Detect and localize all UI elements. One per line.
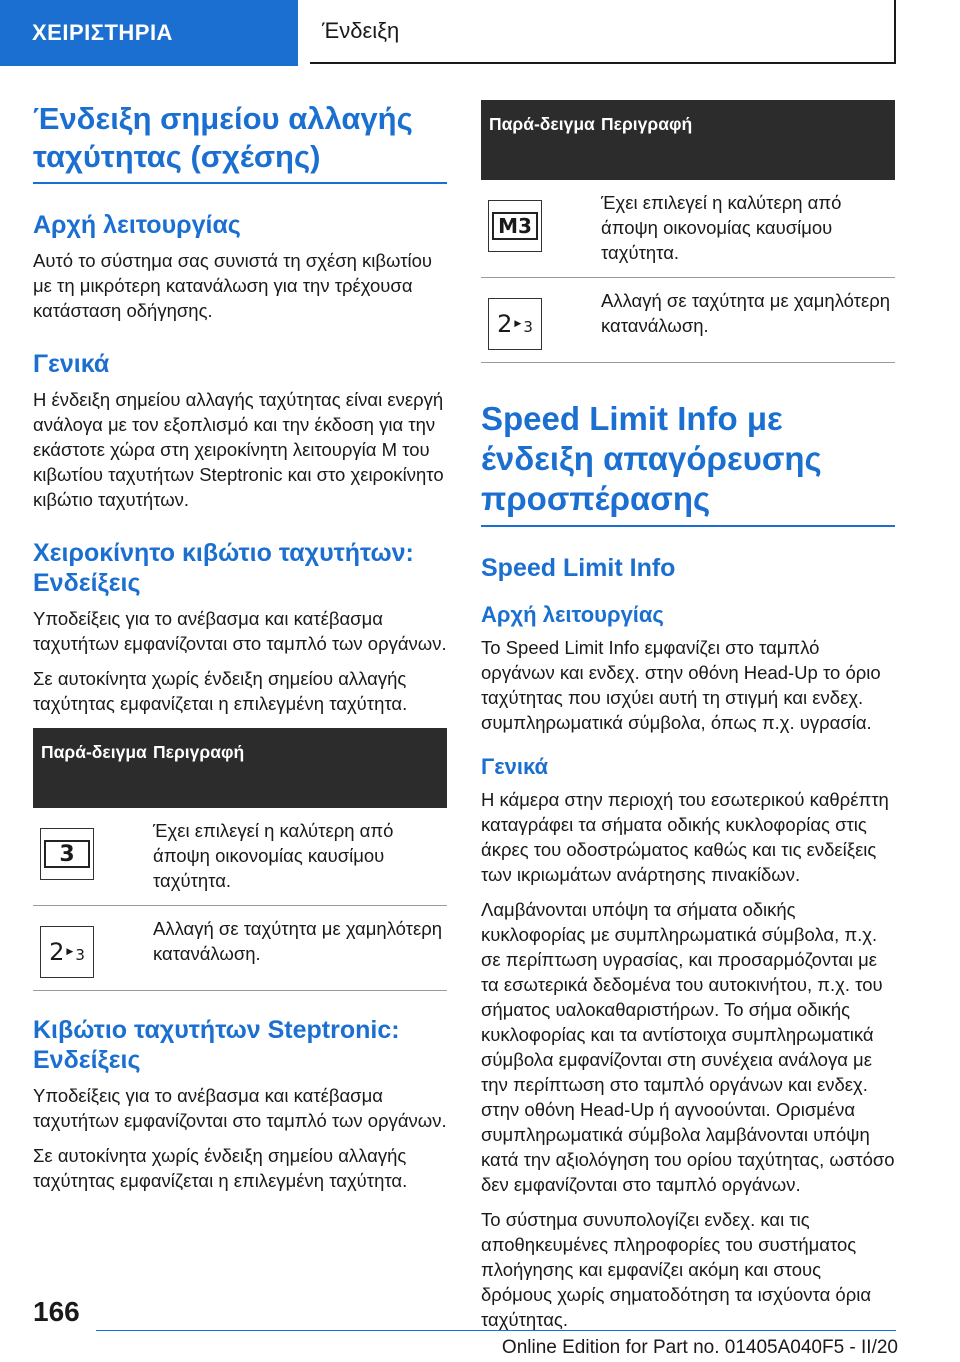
manual-gearbox-heading: Χειροκίνητο κιβώτιο ταχυτήτων: Ενδείξεις [33,539,414,597]
table-header [481,100,895,180]
general-heading: Γενικά [33,350,110,378]
column-header-description: Περιγραφή [601,114,693,134]
footer-divider [96,1330,896,1331]
footer-edition: Online Edition for Part no. 01405A040F5 - II/20 [501,1337,898,1358]
column-header-example: Παρά-δειγμα [489,114,595,134]
table-row [481,278,895,363]
table-row [481,180,895,278]
steptronic-heading: Κιβώτιο ταχυτήτων Steptronic: Ενδείξεις [33,1016,400,1074]
section-tab[interactable]: ΧΕΙΡΙΣΤΗΡΙΑ [0,0,298,66]
column-header-description: Περιγραφή [153,742,245,762]
general-text: Η κάμερα στην περιοχή του εσωτερικού καθρέπτη καταγράφει τα σήματα οδικής κυκλοφορίας στις άκρες του οδοστρώματος καθώς και τις ενδείξεις των ικριωμάτων ανάρτησης πινακίδων. [481,789,889,885]
arrow-right-icon: ▶ [66,947,74,957]
arrow-right-icon: ▶ [514,319,522,329]
general-text: Λαμβάνονται υπόψη τα σήματα οδικής κυκλοφορίας με συμπληρωματικά σύμβολα, π.χ. σε περίπτωση υγρασίας, και προσαρμόζονται με τα εσωτερικά δεδομένα του αυτοκινήτου, π.χ. του σήματος υαλοκαθαριστήρων. Το σήμα οδικής κυκλοφορίας και τα αντίστοιχα συμπληρωματικά σύμβολα εμφανίζονται στη συνέχεια ανάλογα με την περίπτωση στο ταμπλό οργάνων και ενδεχ. στην οθόνη Head-Up ή αγνοούνται. Ορισμένα συμπληρωματικά σύμβολα λαμβάνονται υπόψη κατά την αξιολόγηση του ορίου ταχύτητας, ωστόσο δεν εμφανίζονται στο ταμπλό οργάνων. [481,899,895,1195]
gear-shift-icon: 2 ▶ 3 [40,926,94,978]
steptronic-text: Υποδείξεις για το ανέβασμα και κατέβασμα ταχυτήτων εμφανίζονται στο ταμπλό των οργάνων. [33,1085,447,1131]
principle-heading: Αρχή λειτουργίας [481,602,664,627]
gear-table-steptronic [481,100,895,363]
table-row [33,906,447,991]
manual-gearbox-text: Σε αυτοκίνητα χωρίς ένδειξη σημείου αλλαγής ταχύτητας εμφανίζεται η επιλεγμένη ταχύτητα. [33,668,408,714]
gear-table-manual [33,728,447,991]
right-column [481,100,895,1342]
row-description: Έχει επιλεγεί η καλύτερη από άποψη οικονομίας καυσίμου ταχύτητα. [601,192,842,263]
row-description: Αλλαγή σε ταχύτητα με χαμηλότερη κατανάλωση. [153,918,443,964]
principle-text: Το Speed Limit Info εμφανίζει στο ταμπλό οργάνων και ενδεχ. στην οθόνη Head-Up το όριο ταχύτητας που ισχύει αυτή τη στιγμή και ενδεχ. συμπληρωματικά σύμβολα, όπως π.χ. υγρασία. [481,637,881,733]
table-header [33,728,447,808]
manual-gearbox-text: Υποδείξεις για το ανέβασμα και κατέβασμα ταχυτήτων εμφανίζονται στο ταμπλό των οργάνων. [33,608,447,654]
general-heading: Γενικά [481,754,549,779]
gear-shift-icon: 2 ▶ 3 [488,298,542,350]
gear-indicator-icon: 3 [40,828,94,880]
table-row [33,808,447,906]
row-description: Έχει επιλεγεί η καλύτερη από άποψη οικονομίας καυσίμου ταχύτητα. [153,820,394,891]
section-title: Ένδειξη σημείου αλλαγής ταχύτητας (σχέσης) [33,100,447,184]
page-number: 166 [33,1296,80,1327]
row-description: Αλλαγή σε ταχύτητα με χαμηλότερη κατανάλωση. [601,290,891,336]
general-text: Η ένδειξη σημείου αλλαγής ταχύτητας είναι ενεργή ανάλογα με τον εξοπλισμό και την έκδοση για την εκάστοτε χώρα στη χειροκίνητη λειτουργία M του κιβωτίου ταχυτήτων Steptronic και στο χειροκίνητο κιβώτιο ταχυτήτων. [33,389,444,510]
left-column [33,100,447,1203]
principle-heading: Αρχή λειτουργίας [33,211,241,239]
section-title: Speed Limit Info με ένδειξη απαγόρευσης προσπέρασης [481,399,895,527]
column-header-example: Παρά-δειγμα [41,742,147,762]
page-header [0,0,960,66]
gear-indicator-icon: M3 [488,200,542,252]
sli-heading: Speed Limit Info [481,554,676,582]
general-text: Το σύστημα συνυπολογίζει ενδεχ. και τις αποθηκευμένες πληροφορίες του συστήματος πλοήγησης και εμφανίζει ακόμη και στους δρόμους χωρίς σηματοδότηση τα ισχύοντα όρια ταχύτητας. [481,1209,872,1330]
chapter-tab[interactable]: Ένδειξη [310,0,896,64]
principle-text: Αυτό το σύστημα σας συνιστά τη σχέση κιβωτίου με τη μικρότερη κατανάλωση για την τρέχουσα κατάσταση οδήγησης. [33,250,433,321]
steptronic-text: Σε αυτοκίνητα χωρίς ένδειξη σημείου αλλαγής ταχύτητας εμφανίζεται η επιλεγμένη ταχύτητα. [33,1145,408,1191]
